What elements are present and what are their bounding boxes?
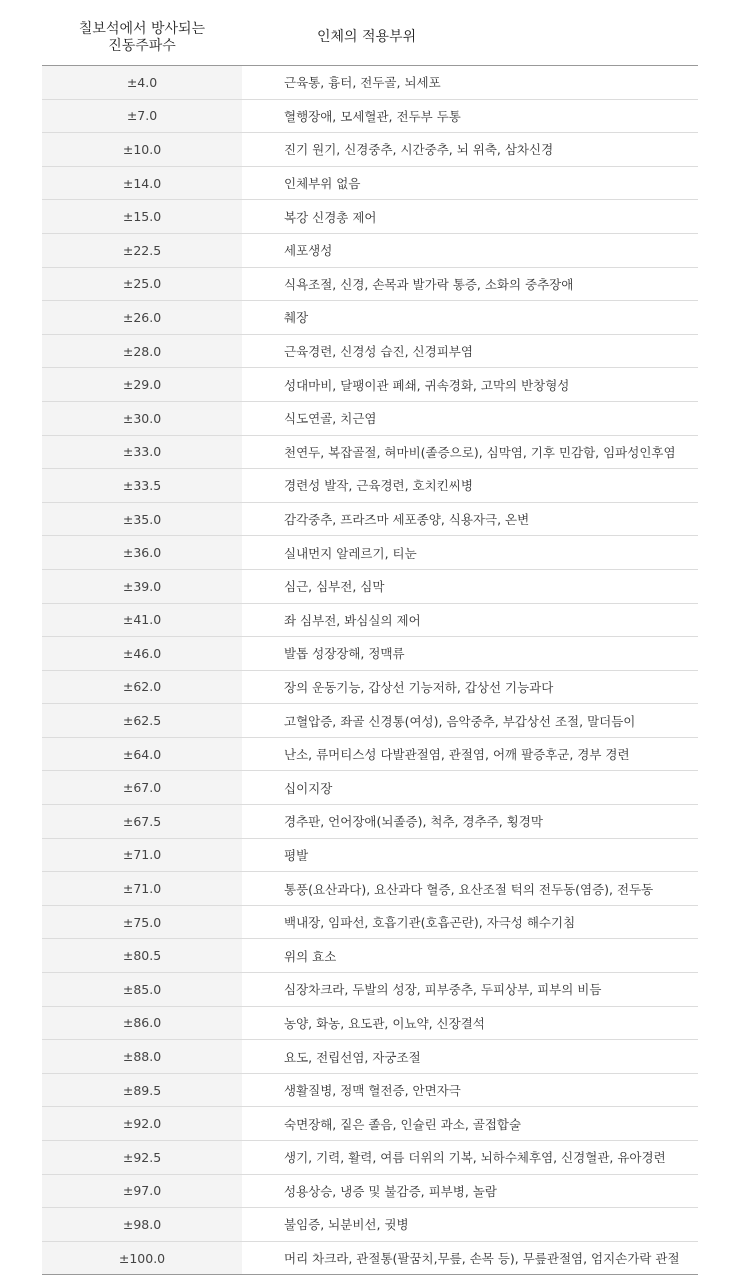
- frequency-cell: ±92.5: [42, 1141, 242, 1175]
- body-part-cell: 혈행장애, 모세혈관, 전두부 두통: [242, 99, 698, 133]
- body-part-cell: 요도, 전립선염, 자궁조절: [242, 1040, 698, 1074]
- table-row: [42, 401, 698, 435]
- body-part-cell: 천연두, 복잡골절, 혀마비(졸증으로), 심막염, 기후 민감함, 임파성인후염: [242, 435, 698, 469]
- body-part-cell: 근육경련, 신경성 습진, 신경피부염: [242, 334, 698, 368]
- frequency-cell: ±30.0: [42, 401, 242, 435]
- table-row: [42, 1208, 698, 1242]
- body-part-cell: 숙면장해, 짙은 졸음, 인슐린 과소, 골접합술: [242, 1107, 698, 1141]
- frequency-cell: ±100.0: [42, 1241, 242, 1275]
- table-row: [42, 838, 698, 872]
- frequency-cell: ±75.0: [42, 905, 242, 939]
- table-row: [42, 603, 698, 637]
- body-part-cell: 감각중추, 프라즈마 세포종양, 식용자극, 온변: [242, 502, 698, 536]
- body-part-cell: 식욕조절, 신경, 손목과 발가락 통증, 소화의 중추장애: [242, 267, 698, 301]
- table-row: [42, 1040, 698, 1074]
- header-frequency: [42, 10, 242, 66]
- frequency-cell: ±7.0: [42, 99, 242, 133]
- table-row: [42, 166, 698, 200]
- frequency-cell: ±33.5: [42, 469, 242, 503]
- table-row: [42, 301, 698, 335]
- frequency-cell: ±97.0: [42, 1174, 242, 1208]
- table-row: [42, 334, 698, 368]
- frequency-cell: ±62.5: [42, 704, 242, 738]
- body-part-cell: 심장차크라, 두발의 성장, 피부중추, 두피상부, 피부의 비듬: [242, 973, 698, 1007]
- table-row: [42, 133, 698, 167]
- table-row: [42, 637, 698, 671]
- body-part-cell: 백내장, 임파선, 호흡기관(호흡곤란), 자극성 해수기침: [242, 905, 698, 939]
- body-part-cell: 평발: [242, 838, 698, 872]
- frequency-cell: ±67.0: [42, 771, 242, 805]
- body-part-cell: 난소, 류머티스성 다발관절염, 관절염, 어깨 팔증후군, 경부 경련: [242, 737, 698, 771]
- body-part-cell: 발톱 성장장해, 정맥류: [242, 637, 698, 671]
- frequency-cell: ±4.0: [42, 66, 242, 100]
- table-row: [42, 771, 698, 805]
- table-header-row: [42, 10, 698, 66]
- table-row: [42, 1141, 698, 1175]
- frequency-cell: ±26.0: [42, 301, 242, 335]
- frequency-cell: ±25.0: [42, 267, 242, 301]
- frequency-cell: ±88.0: [42, 1040, 242, 1074]
- frequency-cell: ±92.0: [42, 1107, 242, 1141]
- table-row: [42, 1073, 698, 1107]
- table-body: [42, 66, 698, 1275]
- body-part-cell: 경련성 발작, 근육경련, 호치킨씨병: [242, 469, 698, 503]
- frequency-cell: ±89.5: [42, 1073, 242, 1107]
- body-part-cell: 인체부위 없음: [242, 166, 698, 200]
- body-part-cell: 경추판, 언어장애(뇌졸증), 척추, 경추주, 횡경막: [242, 805, 698, 839]
- table-row: [42, 66, 698, 100]
- frequency-cell: ±10.0: [42, 133, 242, 167]
- body-part-cell: 고혈압증, 좌골 신경통(여성), 음악중추, 부갑상선 조절, 말더듬이: [242, 704, 698, 738]
- table-row: [42, 569, 698, 603]
- table-row: [42, 200, 698, 234]
- body-part-cell: 좌 심부전, 봐심실의 제어: [242, 603, 698, 637]
- table-row: [42, 670, 698, 704]
- frequency-table: [42, 10, 698, 1275]
- frequency-cell: ±80.5: [42, 939, 242, 973]
- table-row: [42, 435, 698, 469]
- body-part-cell: 장의 운동기능, 갑상선 기능저하, 갑상선 기능과다: [242, 670, 698, 704]
- table-row: [42, 469, 698, 503]
- frequency-cell: ±85.0: [42, 973, 242, 1007]
- frequency-cell: ±15.0: [42, 200, 242, 234]
- frequency-cell: ±36.0: [42, 536, 242, 570]
- table-row: [42, 704, 698, 738]
- body-part-cell: 심근, 심부전, 심막: [242, 569, 698, 603]
- body-part-cell: 세포생성: [242, 233, 698, 267]
- table-row: [42, 905, 698, 939]
- frequency-cell: ±46.0: [42, 637, 242, 671]
- table-row: [42, 368, 698, 402]
- frequency-cell: ±14.0: [42, 166, 242, 200]
- frequency-cell: ±41.0: [42, 603, 242, 637]
- header-frequency-line2: 진동주파수: [108, 37, 176, 54]
- table-row: [42, 939, 698, 973]
- table-row: [42, 973, 698, 1007]
- frequency-cell: ±62.0: [42, 670, 242, 704]
- body-part-cell: 십이지장: [242, 771, 698, 805]
- table-row: [42, 267, 698, 301]
- body-part-cell: 실내먼지 알레르기, 티눈: [242, 536, 698, 570]
- body-part-cell: 머리 차크라, 관절통(팔꿈치,무릎, 손목 등), 무릎관절염, 엄지손가락 관절: [242, 1241, 698, 1275]
- table-row: [42, 805, 698, 839]
- header-frequency-line1: 칠보석에서 방사되는: [78, 20, 206, 37]
- body-part-cell: 식도연골, 치근염: [242, 401, 698, 435]
- table-row: [42, 1006, 698, 1040]
- frequency-cell: ±35.0: [42, 502, 242, 536]
- table-row: [42, 872, 698, 906]
- table-row: [42, 737, 698, 771]
- frequency-cell: ±29.0: [42, 368, 242, 402]
- table-row: [42, 502, 698, 536]
- body-part-cell: 성대마비, 달팽이관 폐쇄, 귀속경화, 고막의 반창형성: [242, 368, 698, 402]
- body-part-cell: 통풍(요산과다), 요산과다 혈증, 요산조절 턱의 전두동(염증), 전두동: [242, 872, 698, 906]
- frequency-cell: ±86.0: [42, 1006, 242, 1040]
- frequency-cell: ±39.0: [42, 569, 242, 603]
- frequency-cell: ±64.0: [42, 737, 242, 771]
- header-body-part: 인체의 적용부위: [242, 10, 698, 66]
- table-row: [42, 1174, 698, 1208]
- body-part-cell: 성용상승, 냉증 및 불감증, 피부병, 놀람: [242, 1174, 698, 1208]
- body-part-cell: 복강 신경총 제어: [242, 200, 698, 234]
- table-row: [42, 1107, 698, 1141]
- body-part-cell: 근육통, 흉터, 전두골, 뇌세포: [242, 66, 698, 100]
- frequency-cell: ±98.0: [42, 1208, 242, 1242]
- frequency-cell: ±67.5: [42, 805, 242, 839]
- table-row: [42, 1241, 698, 1275]
- frequency-cell: ±71.0: [42, 872, 242, 906]
- body-part-cell: 농양, 화농, 요도관, 이뇨약, 신장결석: [242, 1006, 698, 1040]
- table-row: [42, 233, 698, 267]
- body-part-cell: 생활질병, 정맥 혈전증, 안면자극: [242, 1073, 698, 1107]
- frequency-cell: ±33.0: [42, 435, 242, 469]
- body-part-cell: 위의 효소: [242, 939, 698, 973]
- table-row: [42, 99, 698, 133]
- frequency-cell: ±28.0: [42, 334, 242, 368]
- body-part-cell: 진기 원기, 신경중추, 시간중추, 뇌 위축, 삼차신경: [242, 133, 698, 167]
- body-part-cell: 췌장: [242, 301, 698, 335]
- body-part-cell: 불임증, 뇌분비선, 귓병: [242, 1208, 698, 1242]
- table-row: [42, 536, 698, 570]
- frequency-cell: ±71.0: [42, 838, 242, 872]
- frequency-cell: ±22.5: [42, 233, 242, 267]
- body-part-cell: 생기, 기력, 활력, 여름 더위의 기복, 뇌하수체후염, 신경혈관, 유아경련: [242, 1141, 698, 1175]
